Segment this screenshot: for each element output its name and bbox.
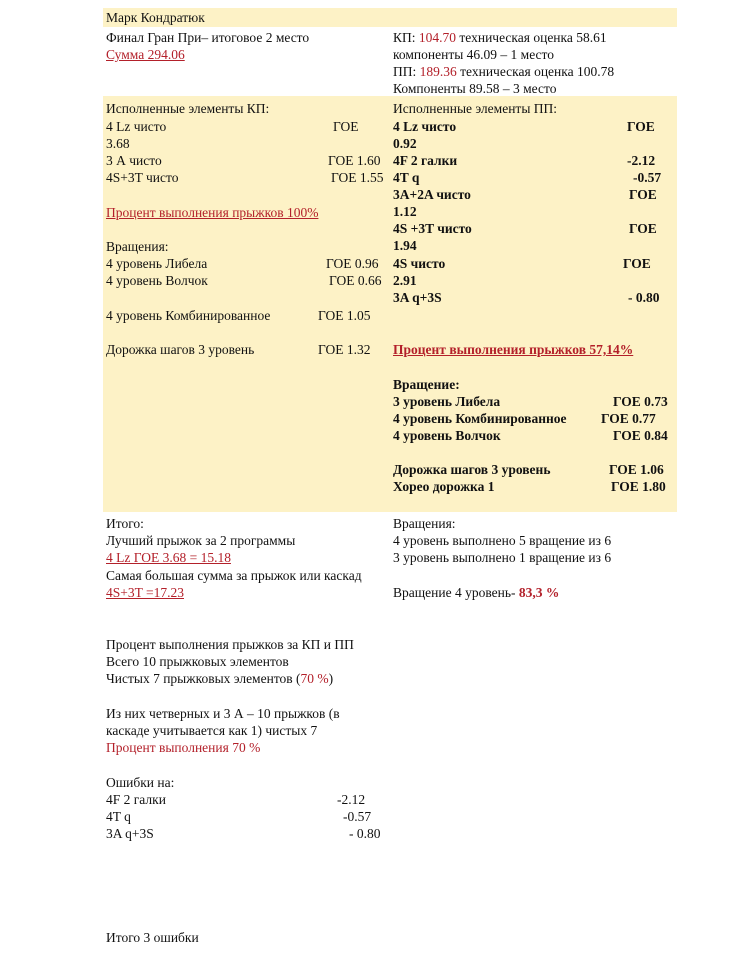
fs-element-name: 4F 2 галки — [393, 153, 458, 168]
fs-elements-title: Исполненные элементы ПП: — [393, 101, 558, 116]
fs-spin-name: 4 уровень Комбинированное — [393, 411, 567, 426]
fs-prefix: ПП: — [393, 64, 420, 79]
jumps-clean-line — [106, 670, 333, 687]
final-placement: Финал Гран При– итоговое 2 место — [106, 30, 310, 45]
sp-element-name: 4S+3T чисто — [106, 170, 179, 185]
fs-element-name: 2.91 — [393, 273, 417, 288]
fs-spin-goe: ГОЕ 0.84 — [613, 428, 668, 443]
error-value: -2.12 — [337, 792, 366, 807]
spin-percent-value: 83,3 % — [518, 585, 560, 600]
sp-element-goe: ГОЕ 1.60 — [328, 153, 381, 168]
fs-choreo-goe: ГОЕ 1.80 — [611, 479, 666, 494]
fs-element-goe: ГОЕ — [623, 256, 651, 271]
fs-element-goe: ГОЕ — [629, 187, 657, 202]
spins-level3: 3 уровень выполнено 1 вращение из 6 — [393, 550, 612, 565]
total-score: Сумма 294.06 — [106, 47, 185, 62]
fs-spin-name: 4 уровень Волчок — [393, 428, 501, 443]
summary-title: Итого: — [106, 516, 144, 531]
sp-elements-title: Исполненные элементы КП: — [106, 101, 270, 116]
sp-jump-percent: Процент выполнения прыжков 100% — [106, 205, 319, 220]
error-name: 3A q+3S — [106, 826, 154, 841]
sp-score: 104.70 — [418, 30, 457, 45]
fs-spin-goe: ГОЕ 0.73 — [613, 394, 668, 409]
fs-element-name: 1.12 — [393, 204, 417, 219]
sp-steps-goe: ГОЕ 1.32 — [318, 342, 371, 357]
fs-element-name: 4S чисто — [393, 256, 446, 271]
jumps-quads-line1: Из них четверных и 3 А – 10 прыжков (в — [106, 706, 340, 721]
sp-components: компоненты 46.09 – 1 место — [393, 47, 555, 62]
fs-spin-name: 3 уровень Либела — [393, 394, 501, 409]
jumps-percent: Процент выполнения 70 % — [106, 740, 261, 755]
sp-element-goe: ГОЕ 1.55 — [331, 170, 384, 185]
fs-choreo-name: Хорео дорожка 1 — [393, 479, 495, 494]
sp-score-line — [393, 29, 607, 46]
skater-name: Марк Кондратюк — [106, 10, 205, 25]
fs-element-name: 3A q+3S — [393, 290, 442, 305]
jumps-title: Процент выполнения прыжков за КП и ПП — [106, 637, 354, 652]
spins-summary-title: Вращения: — [393, 516, 456, 531]
sp-spin-name: 4 уровень Волчок — [106, 273, 208, 288]
fs-jump-percent: Процент выполнения прыжков 57,14% — [393, 342, 634, 357]
sp-spin-name: 4 уровень Либела — [106, 256, 208, 271]
fs-element-goe: -2.12 — [627, 153, 656, 168]
fs-element-name: 4 Lz чисто — [393, 119, 457, 134]
sp-tech: техническая оценка 58.61 — [456, 30, 607, 45]
sp-spin-goe: ГОЕ 1.05 — [318, 308, 371, 323]
fs-score-line — [393, 63, 614, 80]
fs-element-name: 3A+2A чисто — [393, 187, 471, 202]
spin-percent-line — [393, 584, 559, 601]
fs-element-name: 0.92 — [393, 136, 417, 151]
fs-score: 189.36 — [419, 64, 457, 79]
errors-title: Ошибки на: — [106, 775, 175, 790]
fs-element-name: 4S +3T чисто — [393, 221, 472, 236]
spins-level4: 4 уровень выполнено 5 вращение из 6 — [393, 533, 612, 548]
error-name: 4F 2 галки — [106, 792, 166, 807]
best-sum-label: Самая большая сумма за прыжок или каскад — [106, 568, 362, 583]
fs-element-goe: - 0.80 — [628, 290, 660, 305]
jumps-clean-percent: 70 % — [300, 671, 329, 686]
fs-steps-goe: ГОЕ 1.06 — [609, 462, 664, 477]
jumps-quads-line2: каскаде учитывается как 1) чистых 7 — [106, 723, 318, 738]
best-jump-value: 4 Lz ГОЕ 3.68 = 15.18 — [106, 550, 231, 565]
fs-components: Компоненты 89.58 – 3 место — [393, 81, 557, 96]
error-name: 4T q — [106, 809, 131, 824]
sp-prefix: КП: — [393, 30, 419, 45]
results-table-band — [103, 96, 677, 512]
fs-element-goe: -0.57 — [633, 170, 662, 185]
sp-spins-title: Вращения: — [106, 239, 169, 254]
fs-spin-goe: ГОЕ 0.77 — [601, 411, 656, 426]
spin-percent-label: Вращение 4 уровень- — [393, 585, 519, 600]
best-jump-label: Лучший прыжок за 2 программы — [106, 533, 296, 548]
sp-element-name: 3 А чисто — [106, 153, 162, 168]
best-sum-value: 4S+3T =17.23 — [106, 585, 184, 600]
fs-element-goe: ГОЕ — [629, 221, 657, 236]
fs-element-name: 4T q — [393, 170, 420, 185]
sp-element-name: 3.68 — [106, 136, 130, 151]
sp-steps-name: Дорожка шагов 3 уровень — [106, 342, 255, 357]
jumps-total: Всего 10 прыжковых элементов — [106, 654, 289, 669]
sp-spin-name: 4 уровень Комбинированное — [106, 308, 271, 323]
errors-total: Итого 3 ошибки — [106, 930, 199, 945]
sp-element-name: 4 Lz чисто — [106, 119, 167, 134]
jumps-clean-close: ) — [328, 671, 334, 686]
fs-tech: техническая оценка 100.78 — [456, 64, 615, 79]
fs-spins-title: Вращение: — [393, 377, 460, 392]
fs-steps-name: Дорожка шагов 3 уровень — [393, 462, 551, 477]
error-value: - 0.80 — [349, 826, 381, 841]
fs-element-name: 1.94 — [393, 238, 417, 253]
jumps-clean-label: Чистых 7 прыжковых элементов ( — [106, 671, 301, 686]
sp-spin-goe: ГОЕ 0.66 — [329, 273, 382, 288]
sp-spin-goe: ГОЕ 0.96 — [326, 256, 379, 271]
error-value: -0.57 — [343, 809, 372, 824]
fs-element-goe: ГОЕ — [627, 119, 655, 134]
sp-element-goe: ГОЕ — [333, 119, 359, 134]
